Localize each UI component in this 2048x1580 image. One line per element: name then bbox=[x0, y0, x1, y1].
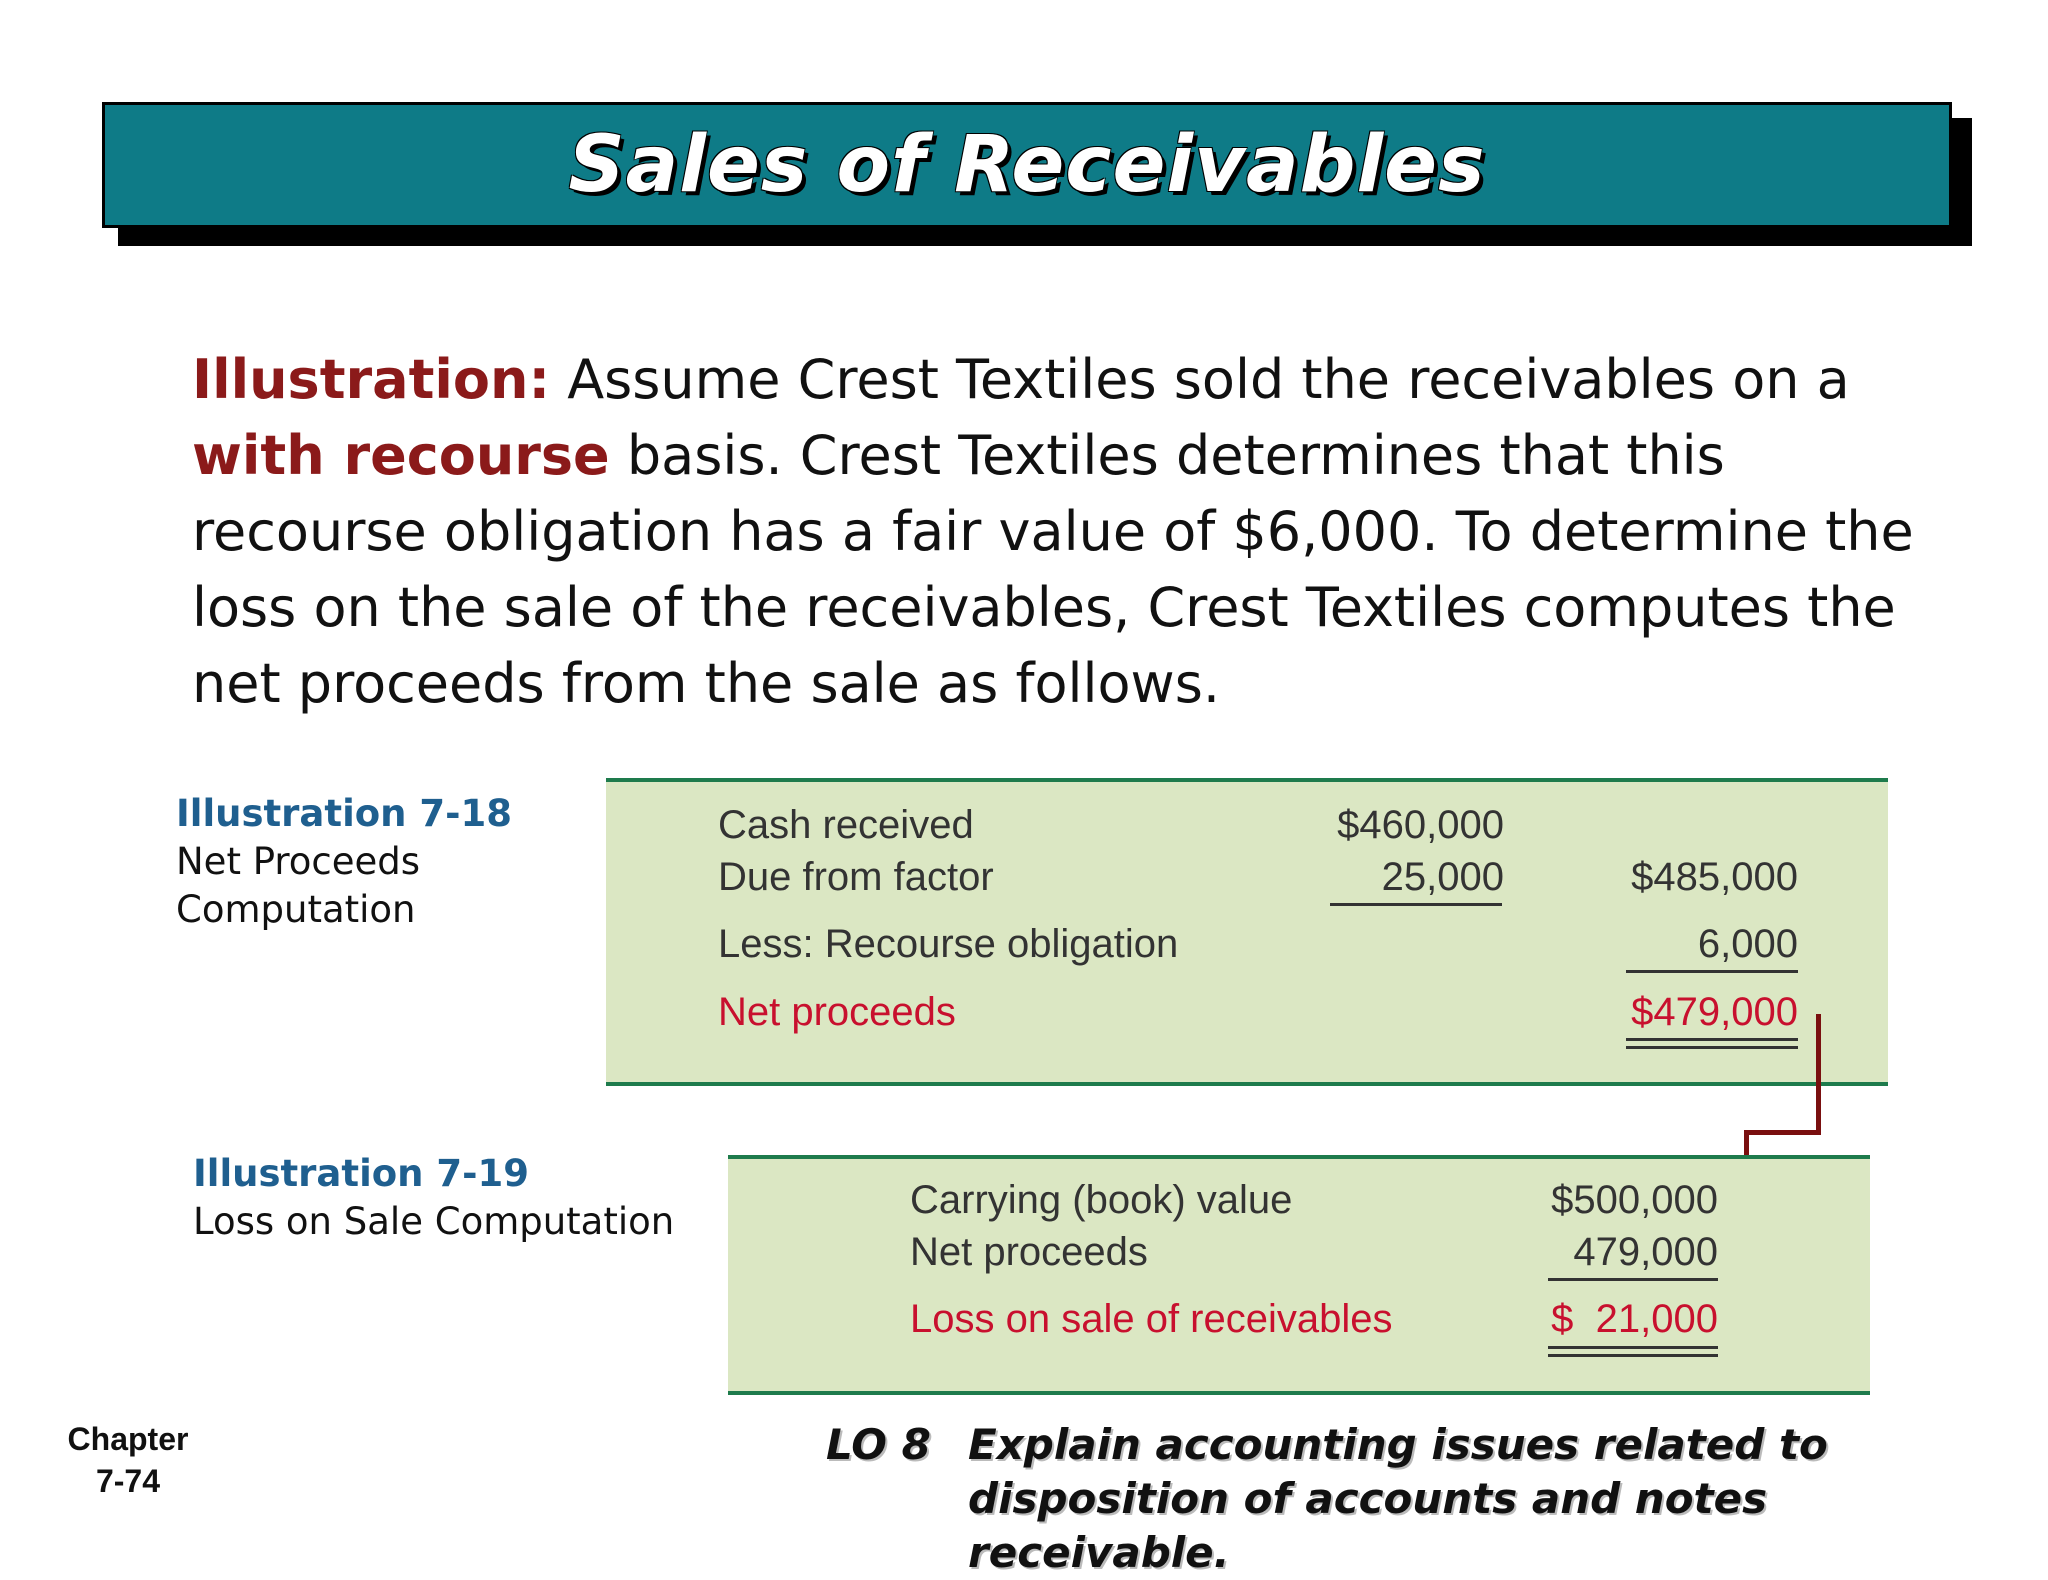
illustration-718-caption-line1: Net Proceeds bbox=[176, 840, 421, 883]
lo-tag: LO 8 bbox=[826, 1420, 931, 1469]
carrying-value-label: Carrying (book) value bbox=[910, 1178, 1293, 1222]
intro-emphasis: with recourse bbox=[192, 424, 610, 487]
chapter-number: 7-74 bbox=[95, 1463, 161, 1499]
due-subtotal-value: $485,000 bbox=[1631, 855, 1798, 899]
loss-amount: $ 21,000 bbox=[1551, 1297, 1718, 1341]
intro-text-a: Assume Crest Textiles sold the receivables on a bbox=[567, 348, 1850, 411]
intro-label: Illustration: bbox=[192, 348, 551, 411]
illustration-719-caption bbox=[193, 1150, 674, 1246]
chapter-line1: Chapter bbox=[67, 1421, 189, 1457]
loss-label: Loss on sale of receivables bbox=[910, 1297, 1393, 1341]
net-proceeds-2-amount: 479,000 bbox=[1573, 1230, 1718, 1274]
carrying-value-amount: $500,000 bbox=[1551, 1178, 1718, 1222]
net-proceeds-2-label: Net proceeds bbox=[910, 1230, 1148, 1274]
cash-received-label: Cash received bbox=[718, 803, 974, 847]
due-from-factor-value: 25,000 bbox=[1381, 855, 1504, 899]
net-proceeds-double-underline-2 bbox=[1626, 1046, 1798, 1049]
title-banner bbox=[102, 102, 1952, 228]
chapter-label bbox=[58, 1418, 198, 1502]
connector-horizontal bbox=[1744, 1130, 1821, 1135]
illustration-718-caption-line2: Computation bbox=[176, 888, 416, 931]
intro-paragraph bbox=[192, 342, 1952, 722]
illustration-719-number: Illustration 7-19 bbox=[193, 1152, 529, 1195]
due-underline bbox=[1330, 903, 1502, 906]
recourse-label: Less: Recourse obligation bbox=[718, 922, 1179, 966]
loss-double-underline-2 bbox=[1548, 1354, 1718, 1357]
recourse-underline bbox=[1626, 970, 1798, 973]
lo-text: Explain accounting issues related to disposition of accounts and notes receivable. bbox=[968, 1420, 1828, 1577]
cash-received-value: $460,000 bbox=[1337, 803, 1504, 847]
due-from-factor-label: Due from factor bbox=[718, 855, 994, 899]
loss-double-underline-1 bbox=[1548, 1346, 1718, 1349]
net-proceeds-2-underline bbox=[1548, 1278, 1718, 1281]
net-proceeds-label: Net proceeds bbox=[718, 990, 956, 1034]
illustration-718-caption bbox=[176, 790, 512, 934]
intro-text-b: basis. Crest Textiles determines that this recourse obligation has a fair value of $6,000. To determine the loss on the sale of the receivables, Crest Textiles computes the net proceeds from the sale as follows. bbox=[192, 424, 1914, 715]
net-proceeds-value: $479,000 bbox=[1631, 990, 1798, 1034]
illustration-718-number: Illustration 7-18 bbox=[176, 792, 512, 835]
recourse-value: 6,000 bbox=[1697, 922, 1798, 966]
slide-title: Sales of Receivables bbox=[568, 120, 1486, 210]
illustration-719-caption-line: Loss on Sale Computation bbox=[193, 1200, 675, 1243]
connector-vertical-top bbox=[1816, 1014, 1821, 1134]
net-proceeds-double-underline-1 bbox=[1626, 1038, 1798, 1041]
